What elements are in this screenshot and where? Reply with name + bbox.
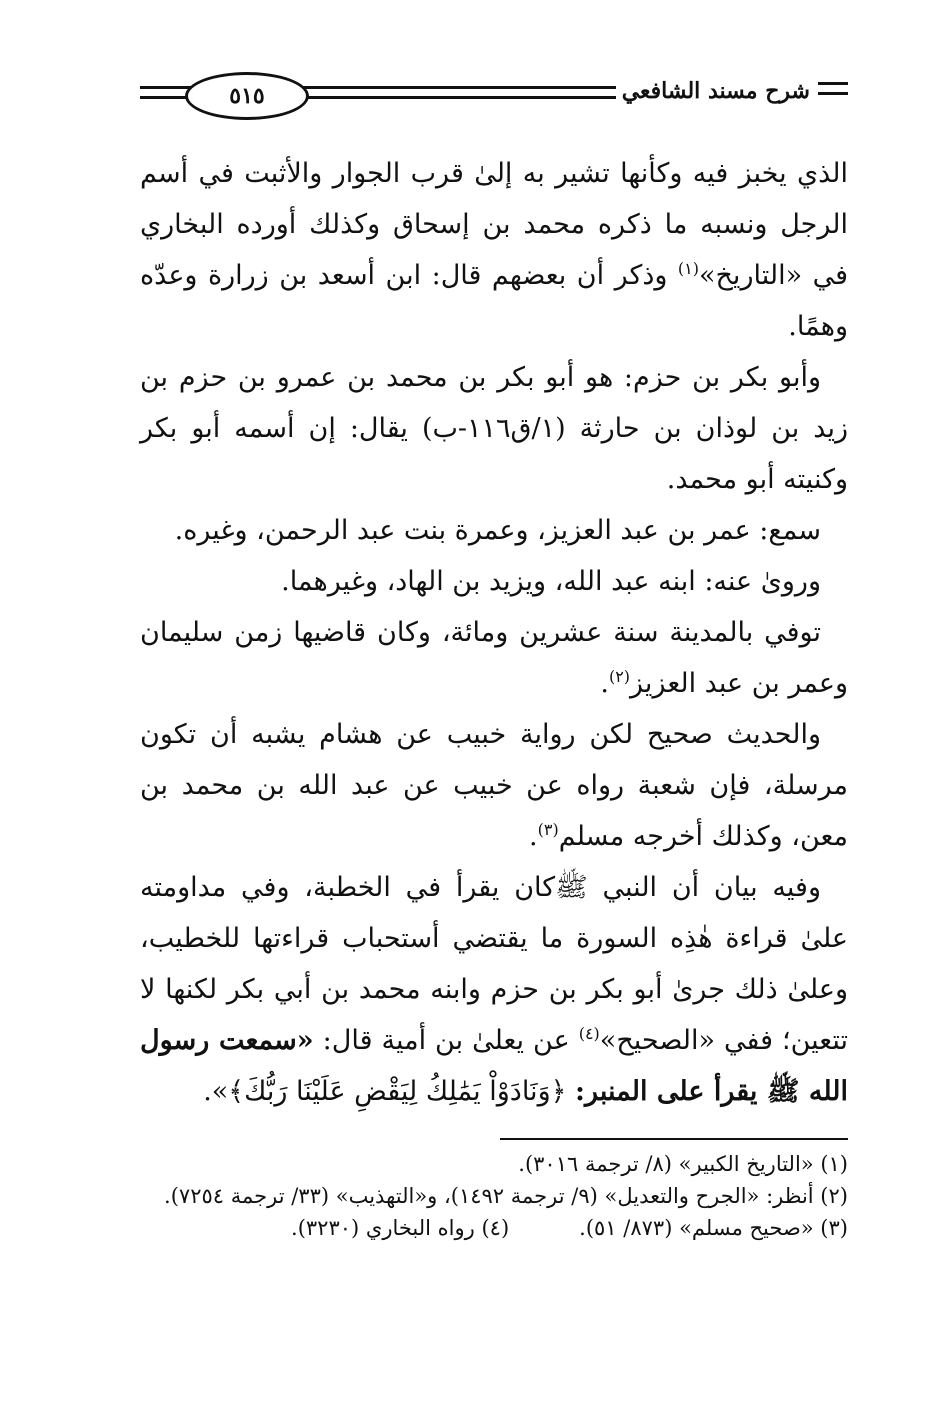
para6-text: والحديث صحيح لكن رواية خبيب عن هشام يشبه أن تكون مرسلة، فإن شعبة رواه عن خبيب عن عبد الله بن محمد بن معن، وكذلك أخرجه مسلم — [140, 719, 848, 852]
para1-text: الذي يخبز فيه وكأنها تشير به إلىٰ قرب الجوار والأثبت في أسم الرجل ونسبه ما ذكره محمد بن إسحاق وكذلك أورده البخاري في «التاريخ» — [140, 158, 848, 291]
page-number: ٥١٥ — [229, 83, 265, 109]
page-header — [140, 72, 848, 122]
footnote-ref-3: (٣) — [537, 820, 559, 839]
footnote-ref-4: (٤) — [578, 1024, 600, 1043]
header-rule-right-top — [818, 82, 848, 85]
quran-verse: ﴿وَنَادَوْاْ يَمَٰلِكُ لِيَقْضِ عَلَيْنَا رَبُّكَ﴾». — [203, 1076, 576, 1107]
para7-text: وفيه بيان أن النبي ﷺكان يقرأ في الخطبة، وفي مداومته علىٰ قراءة هٰذِه السورة ما يقتضي أستحباب قراءتها للخطيب، وعلىٰ ذلك جرىٰ أبو بكر بن حزم وابنه محمد بن أبي بكر لكنها لا تتعين؛ ففي «الصحيح» — [140, 872, 848, 1056]
paragraph-5 — [140, 607, 848, 709]
para5-text: توفي بالمدينة سنة عشرين ومائة، وكان قاضيها زمن سليمان وعمر بن عبد العزيز — [140, 617, 848, 699]
paragraph-3: سمع: عمر بن عبد العزيز، وعمرة بنت عبد الرحمن، وغيره. — [174, 515, 821, 546]
running-title: شرح مسند الشافعي — [621, 78, 810, 104]
page-number-oval — [185, 72, 309, 120]
main-text — [140, 148, 848, 1117]
para6-end: . — [529, 821, 538, 852]
paragraph-4: وروىٰ عنه: ابنه عبد الله، ويزيد بن الهاد، وغيرهما. — [281, 566, 821, 597]
paragraph-1 — [140, 148, 848, 352]
footnotes — [140, 1148, 848, 1244]
para7-mid: عن يعلىٰ بن أمية قال: — [313, 1025, 579, 1056]
para1-end: وذكر أن بعضهم قال: ابن أسعد بن زرارة وعدّه وهمًا. — [140, 260, 848, 342]
footnote-3: (٣) «صحيح مسلم» (٨٧٣/ ٥١). — [579, 1216, 848, 1240]
footnote-ref-1: (١) — [677, 259, 699, 278]
footnote-2: (٢) أنظر: «الجرح والتعديل» (٩/ ترجمة ١٤٩٢)، و«التهذيب» (٣٣/ ترجمة ٧٢٥٤). — [164, 1184, 848, 1208]
header-rule-right-bottom — [818, 92, 848, 95]
footnote-divider — [500, 1138, 848, 1140]
footnote-row-3-4 — [140, 1212, 848, 1244]
footnote-1: (١) «التاريخ الكبير» (٨/ ترجمة ٣٠١٦). — [518, 1152, 848, 1176]
para5-end: . — [600, 668, 609, 699]
paragraph-6 — [140, 709, 848, 862]
footnote-ref-2: (٢) — [608, 667, 631, 686]
paragraph-2: وأبو بكر بن حزم: هو أبو بكر بن محمد بن عمرو بن حزم بن زيد بن لوذان بن حارثة (١/ق١١٦-ب) يقال: إن أسمه أبو بكر وكنيته أبو محمد. — [140, 362, 848, 495]
paragraph-7 — [140, 862, 848, 1117]
hadith-quote: «سمعت رسول الله ﷺ يقرأ على المنبر: — [140, 1025, 848, 1107]
footnote-4: (٤) رواه البخاري (٣٢٣٠). — [291, 1216, 510, 1240]
